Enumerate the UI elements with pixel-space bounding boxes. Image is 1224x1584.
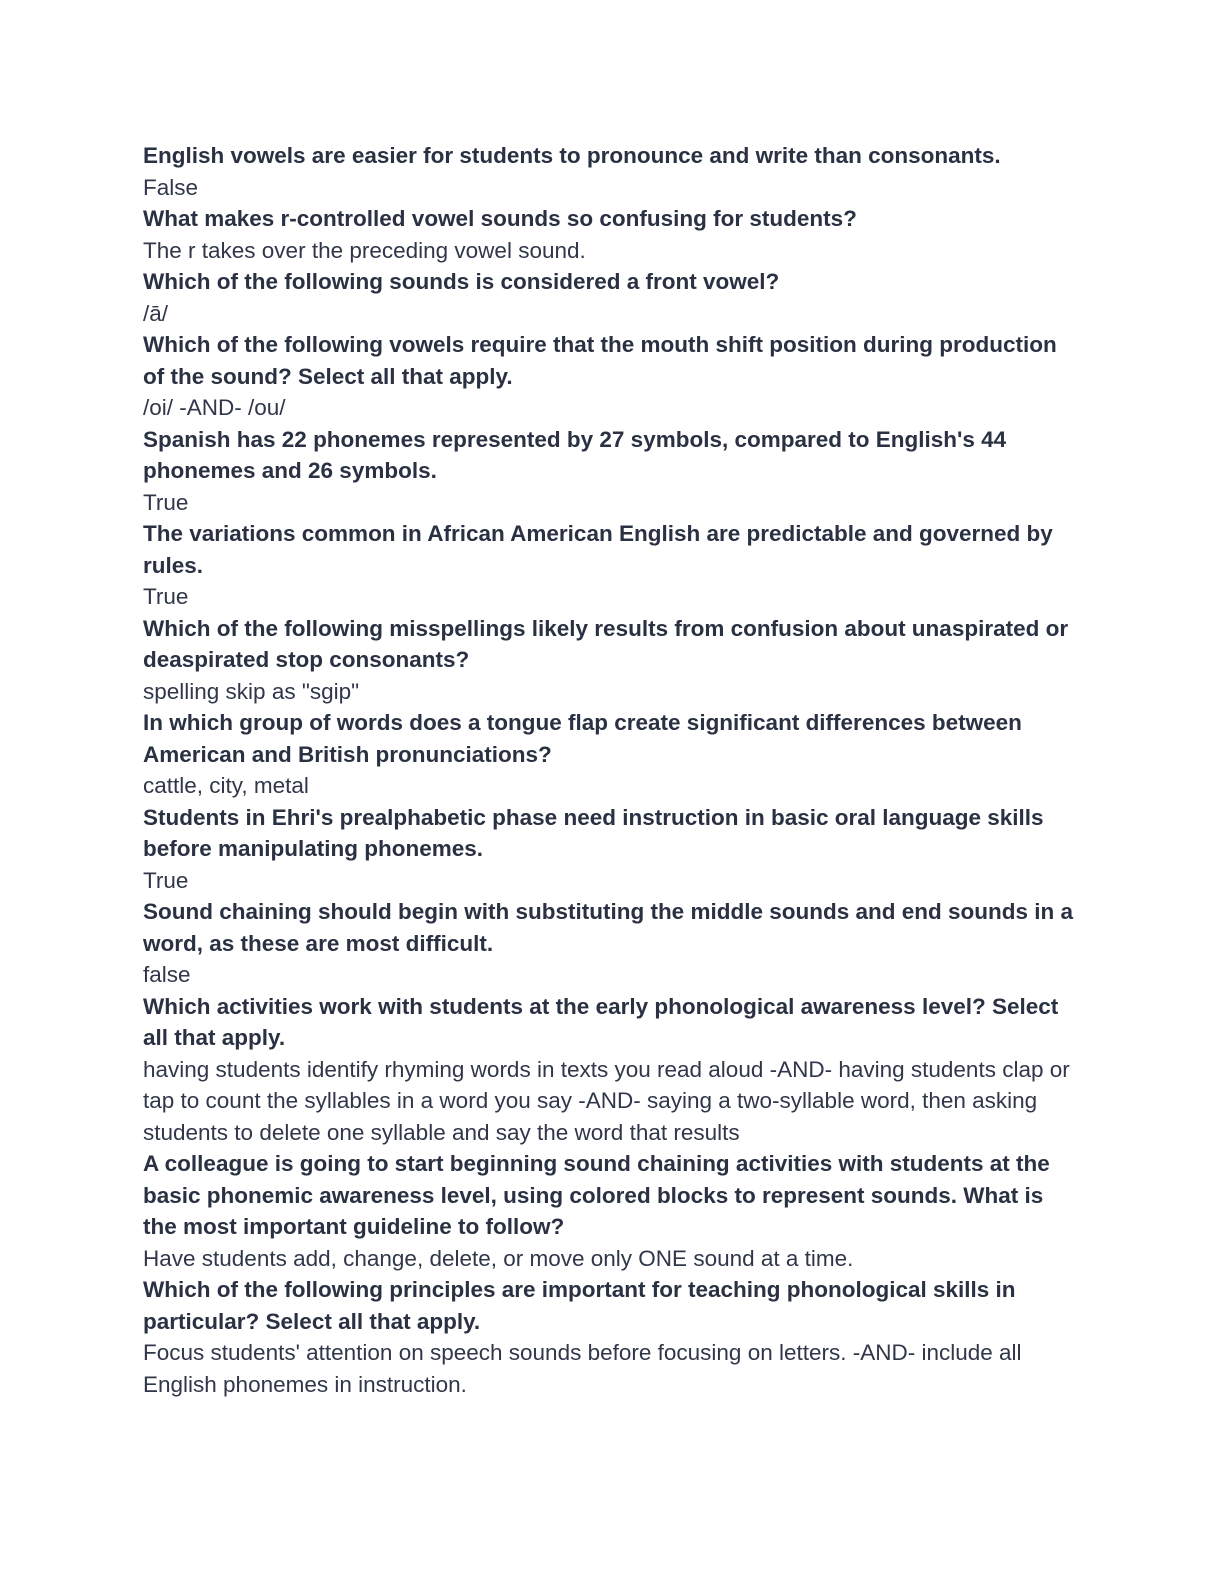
qa-item [143,613,1083,708]
answer-text: Have students add, change, delete, or move only ONE sound at a time. [143,1245,854,1271]
qa-item [143,1274,1083,1400]
document-page [143,140,1083,1400]
answer-text: True [143,867,189,893]
question-text: Sound chaining should begin with substituting the middle sounds and end sounds in a word, as these are most difficult. [143,899,1073,956]
answer-text: The r takes over the preceding vowel sound. [143,237,586,263]
qa-item [143,518,1083,613]
answer-text: Focus students' attention on speech sounds before focusing on letters. -AND- include all English phonemes in instruction. [143,1340,1022,1397]
qa-item [143,140,1083,203]
qa-item [143,802,1083,897]
question-text: Which of the following vowels require that the mouth shift position during production of the sound? Select all that apply. [143,332,1057,389]
answer-text: /ā/ [143,300,169,326]
question-text: Which activities work with students at the early phonological awareness level? Select all that apply. [143,993,1059,1050]
answer-text: false [143,962,191,987]
qa-item [143,991,1083,1149]
question-text: English vowels are easier for students to pronounce and write than consonants. [143,143,1001,168]
qa-item [143,896,1083,991]
question-text: In which group of words does a tongue flap create significant differences between American and British pronunciations? [143,710,1022,767]
question-text: What makes r-controlled vowel sounds so confusing for students? [143,206,857,231]
qa-item [143,203,1083,266]
question-text: Students in Ehri's prealphabetic phase need instruction in basic oral language skills before manipulating phonemes. [143,804,1044,861]
qa-item [143,329,1083,424]
answer-text: True [143,489,189,515]
answer-text: cattle, city, metal [143,773,309,798]
question-text: Which of the following principles are important for teaching phonological skills in particular? Select all that apply. [143,1277,1016,1334]
question-text: The variations common in African American English are predictable and governed by rules. [143,521,1053,578]
answer-text: spelling skip as "sgip" [143,678,360,704]
answer-text: /oi/ -AND- /ou/ [143,395,286,420]
question-text: A colleague is going to start beginning sound chaining activities with students at the basic phonemic awareness level, using colored blocks to represent sounds. What is the most important guideline to follow? [143,1151,1050,1239]
answer-text: True [143,584,189,609]
question-text: Which of the following sounds is considered a front vowel? [143,269,780,294]
question-text: Which of the following misspellings likely results from confusion about unaspirated or deaspirated stop consonants? [143,615,1069,672]
answer-text: having students identify rhyming words in texts you read aloud -AND- having students clap or tap to count the syllables in a word you say -AND- saying a two-syllable word, then asking students to delete one syllable and say the word that results [143,1056,1070,1145]
qa-item [143,707,1083,802]
answer-text: False [143,174,199,200]
qa-item [143,1148,1083,1274]
question-text: Spanish has 22 phonemes represented by 27 symbols, compared to English's 44 phonemes and 26 symbols. [143,426,1007,483]
qa-item [143,266,1083,329]
qa-item [143,424,1083,519]
